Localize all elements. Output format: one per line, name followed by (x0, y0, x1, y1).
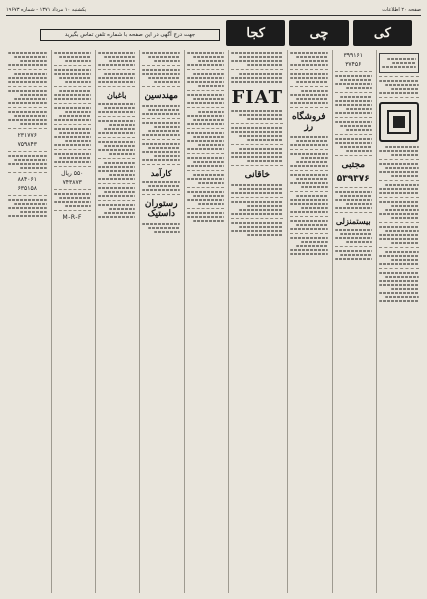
ad-heading-baghban: باغبان (106, 90, 127, 100)
ad-heading-mohandesin: مهندسین (144, 91, 178, 101)
title-band (226, 20, 412, 46)
phone-badge: ۵۳۹۳۷۶ (336, 174, 370, 184)
ads-column-7 (95, 50, 137, 593)
ads-column-4 (228, 50, 285, 593)
phone-badge: ۲۳۱۷۷۶ (17, 132, 37, 139)
ad-heading-bist: بیستمنزلی (335, 216, 371, 226)
ad-heading-restaurant: رستوران داستیک (144, 199, 178, 219)
slogan-bar: جهت درج آگهی در این صفحه با شماره تلفن تماس بگیرید (40, 29, 220, 41)
phone-badge: ۳۹۹۱۶۱ (343, 52, 363, 59)
ad-heading-amid: مجتبی (341, 160, 366, 170)
ads-column-8 (51, 50, 93, 593)
phone-badge: ۷۵۹۸۴۳ (17, 141, 37, 148)
ads-column-3 (287, 50, 329, 593)
ad-heading-rose: فروشگاه رز (291, 112, 326, 132)
phone-badge: ۳۷۴۵۶ (345, 61, 362, 68)
phone-badge: ۶۳۵۱۵۸ (17, 185, 37, 192)
ads-column-5 (184, 50, 226, 593)
phone-badge: ۵۵۰ ریال (61, 170, 84, 177)
phone-badge: ۸۸۴۰۶۱ (17, 176, 37, 183)
ads-grid (6, 50, 421, 593)
shop-logo-icon (379, 102, 419, 142)
page-label: صفحه ۲۰ اطلاعات (382, 6, 421, 13)
foreign-brand: M-R-F (62, 214, 82, 221)
ads-column-2 (332, 50, 374, 593)
title-box-koja: کجا (226, 20, 285, 46)
title-box-chi: چی (289, 20, 348, 46)
ads-column-1 (376, 50, 421, 593)
ads-column-6 (139, 50, 182, 593)
ad-block (379, 53, 419, 73)
ads-column-9 (6, 50, 48, 593)
fiat-logo: FIAT (231, 87, 284, 108)
title-box-ki: کی (353, 20, 412, 46)
ad-heading-khaghani: خاقانی (244, 170, 270, 180)
date-line: یکشنبه ۱۰ مرداد ۱۳۷۱ - شماره ۱۹۶۷۳ (6, 6, 87, 13)
page-header-line (6, 4, 421, 16)
phone-badge: ۷۴۳۸۷۳ (62, 179, 82, 186)
ad-heading-karamad: کارآمد (150, 168, 172, 178)
